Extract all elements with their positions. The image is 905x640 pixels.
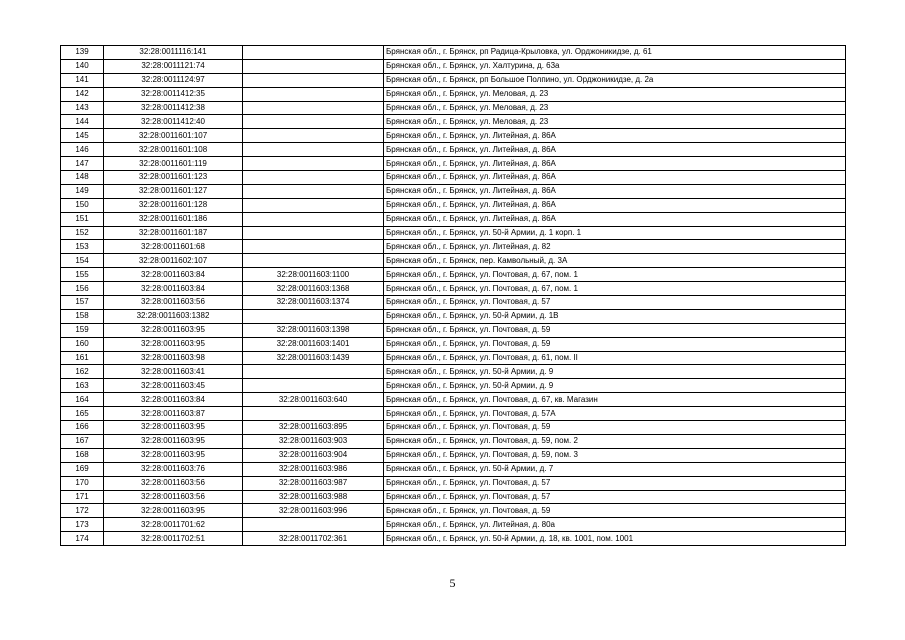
row-number-cell: 149: [61, 184, 104, 198]
cadastral-number-cell: 32:28:0011603:95: [104, 337, 243, 351]
row-number-cell: 161: [61, 351, 104, 365]
table-row: [61, 184, 846, 198]
table-row: [61, 101, 846, 115]
table-row: [61, 504, 846, 518]
object-number-cell: [243, 184, 384, 198]
address-cell: Брянская обл., г. Брянск, ул. Почтовая, д. 57: [384, 490, 846, 504]
address-cell: Брянская обл., г. Брянск, ул. Почтовая, д. 59: [384, 504, 846, 518]
row-number-cell: 167: [61, 434, 104, 448]
property-table: [60, 45, 846, 546]
address-cell: Брянская обл., г. Брянск, ул. Почтовая, д. 59, пом. 3: [384, 448, 846, 462]
address-cell: Брянская обл., г. Брянск, ул. Почтовая, д. 67, пом. 1: [384, 268, 846, 282]
object-number-cell: 32:28:0011603:988: [243, 490, 384, 504]
object-number-cell: [243, 379, 384, 393]
row-number-cell: 173: [61, 518, 104, 532]
address-cell: Брянская обл., г. Брянск, ул. 50-й Армии, д. 9: [384, 365, 846, 379]
address-cell: Брянская обл., г. Брянск, ул. Почтовая, д. 57А: [384, 407, 846, 421]
row-number-cell: 141: [61, 73, 104, 87]
row-number-cell: 172: [61, 504, 104, 518]
address-cell: Брянская обл., г. Брянск, ул. Меловая, д. 23: [384, 87, 846, 101]
address-cell: Брянская обл., г. Брянск, ул. Почтовая, д. 59: [384, 337, 846, 351]
cadastral-number-cell: 32:28:0011601:123: [104, 171, 243, 185]
object-number-cell: 32:28:0011603:1368: [243, 282, 384, 296]
table-row: [61, 490, 846, 504]
address-cell: Брянская обл., г. Брянск, ул. 50-й Армии, д. 1 корп. 1: [384, 226, 846, 240]
row-number-cell: 168: [61, 448, 104, 462]
row-number-cell: 160: [61, 337, 104, 351]
row-number-cell: 170: [61, 476, 104, 490]
cadastral-number-cell: 32:28:0011601:186: [104, 212, 243, 226]
address-cell: Брянская обл., г. Брянск, рп Радица-Крыловка, ул. Орджоникидзе, д. 61: [384, 46, 846, 60]
cadastral-number-cell: 32:28:0011116:141: [104, 46, 243, 60]
object-number-cell: [243, 46, 384, 60]
address-cell: Брянская обл., г. Брянск, ул. 50-й Армии, д. 1В: [384, 309, 846, 323]
object-number-cell: 32:28:0011603:1439: [243, 351, 384, 365]
row-number-cell: 159: [61, 323, 104, 337]
table-row: [61, 309, 846, 323]
address-cell: Брянская обл., г. Брянск, ул. Почтовая, д. 57: [384, 476, 846, 490]
cadastral-number-cell: 32:28:0011601:127: [104, 184, 243, 198]
table-row: [61, 434, 846, 448]
cadastral-number-cell: 32:28:0011603:95: [104, 323, 243, 337]
table-row: [61, 379, 846, 393]
object-number-cell: 32:28:0011603:987: [243, 476, 384, 490]
table-row: [61, 240, 846, 254]
row-number-cell: 152: [61, 226, 104, 240]
object-number-cell: [243, 59, 384, 73]
object-number-cell: [243, 365, 384, 379]
address-cell: Брянская обл., г. Брянск, ул. Почтовая, д. 61, пом. II: [384, 351, 846, 365]
row-number-cell: 164: [61, 393, 104, 407]
cadastral-number-cell: 32:28:0011602:107: [104, 254, 243, 268]
address-cell: Брянская обл., г. Брянск, ул. Почтовая, д. 59: [384, 421, 846, 435]
row-number-cell: 145: [61, 129, 104, 143]
row-number-cell: 163: [61, 379, 104, 393]
table-row: [61, 46, 846, 60]
object-number-cell: [243, 115, 384, 129]
cadastral-number-cell: 32:28:0011601:119: [104, 157, 243, 171]
cadastral-number-cell: 32:28:0011412:38: [104, 101, 243, 115]
table-row: [61, 393, 846, 407]
object-number-cell: [243, 198, 384, 212]
row-number-cell: 156: [61, 282, 104, 296]
object-number-cell: 32:28:0011603:996: [243, 504, 384, 518]
cadastral-number-cell: 32:28:0011601:128: [104, 198, 243, 212]
address-cell: Брянская обл., г. Брянск, ул. Почтовая, д. 67, пом. 1: [384, 282, 846, 296]
row-number-cell: 148: [61, 171, 104, 185]
object-number-cell: 32:28:0011603:904: [243, 448, 384, 462]
address-cell: Брянская обл., г. Брянск, ул. Литейная, д. 86А: [384, 198, 846, 212]
object-number-cell: [243, 518, 384, 532]
row-number-cell: 144: [61, 115, 104, 129]
row-number-cell: 165: [61, 407, 104, 421]
row-number-cell: 153: [61, 240, 104, 254]
address-cell: Брянская обл., г. Брянск, ул. Литейная, д. 80а: [384, 518, 846, 532]
row-number-cell: 143: [61, 101, 104, 115]
object-number-cell: 32:28:0011603:903: [243, 434, 384, 448]
object-number-cell: [243, 212, 384, 226]
table-row: [61, 337, 846, 351]
address-cell: Брянская обл., г. Брянск, ул. Литейная, д. 86А: [384, 157, 846, 171]
cadastral-number-cell: 32:28:0011702:51: [104, 532, 243, 546]
object-number-cell: [243, 129, 384, 143]
object-number-cell: 32:28:0011603:1100: [243, 268, 384, 282]
object-number-cell: [243, 101, 384, 115]
row-number-cell: 139: [61, 46, 104, 60]
object-number-cell: [243, 407, 384, 421]
row-number-cell: 171: [61, 490, 104, 504]
table-row: [61, 462, 846, 476]
row-number-cell: 140: [61, 59, 104, 73]
row-number-cell: 169: [61, 462, 104, 476]
object-number-cell: [243, 240, 384, 254]
cadastral-number-cell: 32:28:0011124:97: [104, 73, 243, 87]
table-row: [61, 129, 846, 143]
address-cell: Брянская обл., г. Брянск, ул. Халтурина, д. 63а: [384, 59, 846, 73]
address-cell: Брянская обл., г. Брянск, ул. 50-й Армии, д. 7: [384, 462, 846, 476]
cadastral-number-cell: 32:28:0011603:84: [104, 282, 243, 296]
row-number-cell: 147: [61, 157, 104, 171]
object-number-cell: [243, 309, 384, 323]
object-number-cell: 32:28:0011603:895: [243, 421, 384, 435]
cadastral-number-cell: 32:28:0011701:62: [104, 518, 243, 532]
table-row: [61, 282, 846, 296]
address-cell: Брянская обл., г. Брянск, рп Большое Полпино, ул. Орджоникидзе, д. 2а: [384, 73, 846, 87]
table-row: [61, 351, 846, 365]
table-row: [61, 157, 846, 171]
cadastral-number-cell: 32:28:0011412:35: [104, 87, 243, 101]
cadastral-number-cell: 32:28:0011603:56: [104, 476, 243, 490]
row-number-cell: 162: [61, 365, 104, 379]
address-cell: Брянская обл., г. Брянск, ул. Почтовая, д. 67, кв. Магазин: [384, 393, 846, 407]
address-cell: Брянская обл., г. Брянск, ул. Литейная, д. 82: [384, 240, 846, 254]
address-cell: Брянская обл., г. Брянск, ул. 50-й Армии, д. 18, кв. 1001, пом. 1001: [384, 532, 846, 546]
table-row: [61, 59, 846, 73]
row-number-cell: 142: [61, 87, 104, 101]
table-row: [61, 171, 846, 185]
object-number-cell: [243, 157, 384, 171]
table-row: [61, 143, 846, 157]
address-cell: Брянская обл., г. Брянск, ул. Литейная, д. 86А: [384, 143, 846, 157]
table-row: [61, 73, 846, 87]
table-row: [61, 421, 846, 435]
address-cell: Брянская обл., г. Брянск, ул. Меловая, д. 23: [384, 115, 846, 129]
cadastral-number-cell: 32:28:0011603:84: [104, 393, 243, 407]
cadastral-number-cell: 32:28:0011603:95: [104, 504, 243, 518]
cadastral-number-cell: 32:28:0011603:98: [104, 351, 243, 365]
cadastral-number-cell: 32:28:0011603:95: [104, 434, 243, 448]
cadastral-number-cell: 32:28:0011603:95: [104, 448, 243, 462]
object-number-cell: 32:28:0011603:986: [243, 462, 384, 476]
property-table-body: [61, 46, 846, 546]
object-number-cell: 32:28:0011603:640: [243, 393, 384, 407]
table-row: [61, 296, 846, 310]
object-number-cell: [243, 226, 384, 240]
table-row: [61, 198, 846, 212]
object-number-cell: [243, 87, 384, 101]
address-cell: Брянская обл., г. Брянск, ул. Почтовая, д. 59, пом. 2: [384, 434, 846, 448]
cadastral-number-cell: 32:28:0011603:56: [104, 490, 243, 504]
row-number-cell: 151: [61, 212, 104, 226]
row-number-cell: 150: [61, 198, 104, 212]
row-number-cell: 174: [61, 532, 104, 546]
table-row: [61, 226, 846, 240]
table-row: [61, 323, 846, 337]
row-number-cell: 154: [61, 254, 104, 268]
row-number-cell: 155: [61, 268, 104, 282]
object-number-cell: [243, 171, 384, 185]
address-cell: Брянская обл., г. Брянск, пер. Камвольный, д. 3А: [384, 254, 846, 268]
cadastral-number-cell: 32:28:0011603:45: [104, 379, 243, 393]
table-row: [61, 407, 846, 421]
address-cell: Брянская обл., г. Брянск, ул. Литейная, д. 86А: [384, 212, 846, 226]
cadastral-number-cell: 32:28:0011601:187: [104, 226, 243, 240]
row-number-cell: 166: [61, 421, 104, 435]
object-number-cell: 32:28:0011603:1398: [243, 323, 384, 337]
row-number-cell: 158: [61, 309, 104, 323]
cadastral-number-cell: 32:28:0011603:95: [104, 421, 243, 435]
cadastral-number-cell: 32:28:0011601:68: [104, 240, 243, 254]
address-cell: Брянская обл., г. Брянск, ул. Меловая, д. 23: [384, 101, 846, 115]
table-row: [61, 115, 846, 129]
cadastral-number-cell: 32:28:0011601:107: [104, 129, 243, 143]
page-number: 5: [449, 576, 456, 590]
cadastral-number-cell: 32:28:0011603:41: [104, 365, 243, 379]
cadastral-number-cell: 32:28:0011603:1382: [104, 309, 243, 323]
table-row: [61, 518, 846, 532]
table-row: [61, 448, 846, 462]
table-row: [61, 254, 846, 268]
object-number-cell: [243, 143, 384, 157]
object-number-cell: [243, 73, 384, 87]
table-row: [61, 532, 846, 546]
cadastral-number-cell: 32:28:0011412:40: [104, 115, 243, 129]
cadastral-number-cell: 32:28:0011121:74: [104, 59, 243, 73]
table-row: [61, 365, 846, 379]
cadastral-number-cell: 32:28:0011603:56: [104, 296, 243, 310]
address-cell: Брянская обл., г. Брянск, ул. Литейная, д. 86А: [384, 129, 846, 143]
cadastral-number-cell: 32:28:0011603:87: [104, 407, 243, 421]
cadastral-number-cell: 32:28:0011603:84: [104, 268, 243, 282]
table-row: [61, 87, 846, 101]
address-cell: Брянская обл., г. Брянск, ул. Литейная, д. 86А: [384, 171, 846, 185]
row-number-cell: 146: [61, 143, 104, 157]
address-cell: Брянская обл., г. Брянск, ул. Литейная, д. 86А: [384, 184, 846, 198]
row-number-cell: 157: [61, 296, 104, 310]
object-number-cell: 32:28:0011702:361: [243, 532, 384, 546]
cadastral-number-cell: 32:28:0011603:76: [104, 462, 243, 476]
table-row: [61, 212, 846, 226]
cadastral-number-cell: 32:28:0011601:108: [104, 143, 243, 157]
address-cell: Брянская обл., г. Брянск, ул. 50-й Армии, д. 9: [384, 379, 846, 393]
object-number-cell: [243, 254, 384, 268]
object-number-cell: 32:28:0011603:1374: [243, 296, 384, 310]
table-row: [61, 476, 846, 490]
table-row: [61, 268, 846, 282]
address-cell: Брянская обл., г. Брянск, ул. Почтовая, д. 59: [384, 323, 846, 337]
address-cell: Брянская обл., г. Брянск, ул. Почтовая, д. 57: [384, 296, 846, 310]
object-number-cell: 32:28:0011603:1401: [243, 337, 384, 351]
